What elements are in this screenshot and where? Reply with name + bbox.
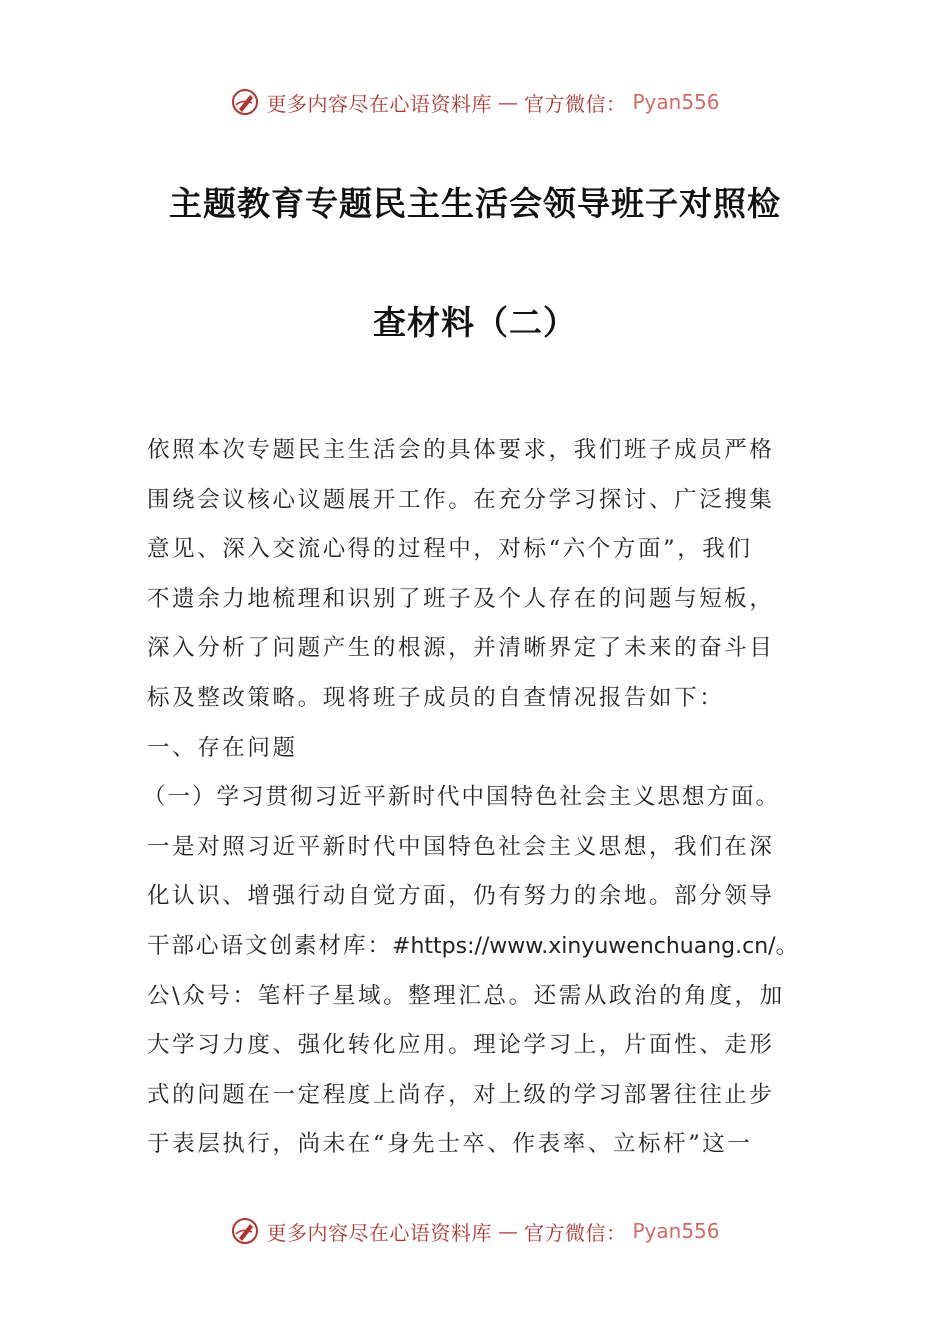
banner-wechat-id: Pyan556 xyxy=(632,90,720,114)
document-body xyxy=(143,430,807,1174)
body-line: 于表层执行，尚未在“身先士卒、作表率、立标杆”这一 xyxy=(147,1131,753,1158)
body-line: 一是对照习近平新时代中国特色社会主义思想，我们在深 xyxy=(147,833,775,860)
document-title-line-1: 主题教育专题民主生活会领导班子对照检 xyxy=(169,184,781,223)
section-heading: 一、存在问题 xyxy=(147,734,298,761)
banner-wechat-id: Pyan556 xyxy=(632,1219,720,1243)
body-line-suffix: 。 xyxy=(775,932,801,959)
document-title-line-2: 查材料（二） xyxy=(373,303,577,342)
banner-text: 更多内容尽在心语资料库 xyxy=(266,91,492,116)
banner-separator: — xyxy=(497,90,518,114)
body-line-prefix: 干部心语文创素材库： xyxy=(147,932,393,959)
body-line: 大学习力度、强化转化应用。理论学习上，片面性、走形 xyxy=(147,1032,775,1059)
body-line: 公\众号：笔杆子星域。整理汇总。还需从政治的角度，加 xyxy=(147,982,785,1009)
body-line: 围绕会议核心议题展开工作。在充分学习探讨、广泛搜集 xyxy=(147,486,775,513)
banner-wechat-label: 官方微信： xyxy=(523,1220,627,1245)
body-line: 依照本次专题民主生活会的具体要求，我们班子成员严格 xyxy=(147,437,775,463)
pen-logo-icon xyxy=(230,1216,260,1246)
body-line: 不遗余力地梳理和识别了班子及个人存在的问题与短板， xyxy=(147,585,775,612)
pen-logo-icon xyxy=(230,87,260,117)
body-line: 意见、深入交流心得的过程中，对标“六个方面”，我们 xyxy=(147,536,753,563)
header-watermark-banner xyxy=(0,82,950,122)
body-line: 标及整改策略。现将班子成员的自查情况报告如下： xyxy=(147,684,725,711)
footer-watermark-banner xyxy=(0,1211,950,1251)
body-line: 式的问题在一定程度上尚存，对上级的学习部署往往止步 xyxy=(147,1081,775,1108)
banner-separator: — xyxy=(497,1219,518,1243)
website-link[interactable]: #https://www.xinyuwenchuang.cn/ xyxy=(392,933,776,959)
subsection-heading: （一）学习贯彻习近平新时代中国特色社会主义思想方面。 xyxy=(143,784,781,811)
body-line: 深入分析了问题产生的根源，并清晰界定了未来的奋斗目 xyxy=(147,635,775,662)
body-line: 化认识、增强行动自觉方面，仍有努力的余地。部分领导 xyxy=(147,883,775,910)
banner-wechat-label: 官方微信： xyxy=(523,91,627,116)
body-line-with-url xyxy=(147,926,807,976)
banner-text: 更多内容尽在心语资料库 xyxy=(266,1220,492,1245)
